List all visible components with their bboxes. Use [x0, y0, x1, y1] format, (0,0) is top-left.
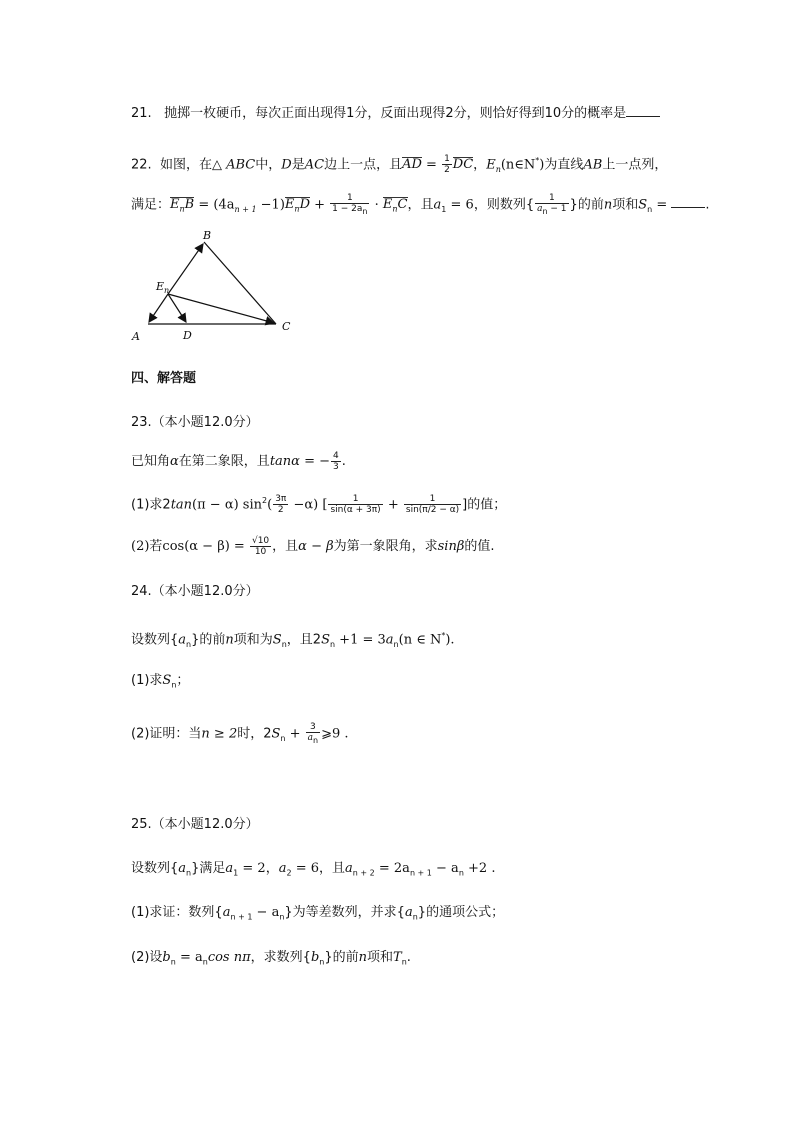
q22-text: 满足：: [131, 197, 171, 213]
subscript: n: [319, 957, 325, 967]
question-22-line-2: [131, 193, 710, 219]
sum-t: T: [393, 950, 402, 965]
fraction: [331, 451, 341, 472]
sum-s: S: [271, 726, 281, 742]
a2-value: = 6: [291, 861, 320, 876]
inequality: ⩾9 .: [321, 726, 349, 742]
plus: +: [310, 197, 330, 213]
condition-close: ): [539, 157, 545, 173]
label-a: A: [132, 330, 140, 343]
cos-term: cos nπ: [207, 950, 251, 965]
subscript: n: [542, 206, 548, 216]
fraction-numerator: √10: [251, 536, 270, 546]
subscript: n: [313, 735, 319, 745]
a1: a: [225, 861, 234, 876]
line-ab: AB: [583, 157, 603, 173]
b-n: b: [310, 950, 320, 965]
period: .: [705, 197, 710, 213]
star: *: [441, 631, 446, 640]
expr: −α) [: [289, 497, 328, 513]
question-21: [131, 104, 660, 123]
q22-text: 边上一点，且: [324, 157, 403, 173]
fraction-numerator: 1: [535, 193, 568, 204]
equals-minus: = −: [299, 454, 331, 469]
subscript: n: [647, 205, 653, 214]
q25-text: ，求数列{: [250, 950, 311, 965]
subscript: n + 1: [234, 205, 257, 214]
sum-s: S: [638, 197, 648, 213]
q24-part-2: [131, 722, 349, 748]
fraction-denominator: sin(α + 3π): [330, 505, 381, 516]
q23-text: 已知角: [131, 454, 171, 469]
fraction-denominator: 10: [254, 547, 267, 557]
den-text: a: [307, 733, 314, 743]
fraction-numerator: 1: [404, 494, 461, 505]
label-en-letter: E: [156, 280, 165, 293]
vector-letter: E: [284, 197, 295, 213]
fraction: [535, 193, 568, 217]
vector-letter: C: [397, 197, 408, 213]
vector-en-c: [383, 197, 408, 216]
q22-text: 为直线: [544, 157, 584, 173]
star: *: [535, 156, 540, 165]
expr: (π − α) sin: [192, 497, 263, 513]
subscript: n + 1: [409, 868, 432, 878]
q25-text: }的前: [324, 950, 359, 965]
subscript: 1: [441, 205, 447, 214]
q24-text: 设数列{: [131, 632, 179, 648]
q25-text: ，且: [319, 861, 346, 876]
tan-alpha: tanα: [269, 454, 300, 469]
subscript: n: [202, 957, 208, 967]
condition: (n∈N: [500, 157, 536, 173]
q22-text: 是: [291, 157, 305, 173]
den-text: − 1: [547, 204, 567, 214]
q22-text: ，且: [407, 197, 434, 213]
triangle-name: ABC: [226, 157, 256, 173]
subscript: n: [393, 639, 399, 649]
q23-text: 的值.: [464, 539, 495, 554]
subscript: 2: [286, 868, 292, 878]
period: .: [341, 454, 346, 469]
a-n: a: [178, 861, 187, 876]
q23-text: ，且: [272, 539, 299, 554]
fraction: [328, 494, 382, 515]
question-22-line-1: [131, 152, 667, 179]
vector-letter: D: [299, 197, 310, 213]
q22-text: 中，: [255, 157, 282, 173]
q22-text: 上一点列，: [602, 157, 668, 173]
subscript: n: [401, 957, 407, 967]
label-c: C: [282, 320, 291, 333]
subscript: n: [279, 912, 285, 922]
fraction: [273, 494, 288, 515]
q23-part-2: [131, 536, 494, 557]
label-en: [155, 280, 169, 295]
coefficient: −1): [256, 197, 285, 213]
q24-given: [131, 627, 455, 654]
q23-text: 在第二象限，且: [178, 454, 270, 469]
recurrence: = 2a: [374, 861, 410, 876]
fraction-denominator: [535, 204, 568, 217]
superscript: 2: [262, 496, 268, 505]
fraction-denominator: 3: [333, 462, 339, 472]
q23-text: (1)求2: [131, 497, 171, 513]
a-n: a: [385, 632, 394, 648]
fraction-numerator: 3π: [275, 494, 287, 505]
dot: ·: [370, 197, 383, 213]
fraction-denominator: 2: [277, 505, 284, 516]
a-term: − a: [252, 905, 280, 920]
sin-beta: sinβ: [437, 539, 465, 554]
b-n: b: [162, 950, 171, 965]
fraction-numerator: 1: [330, 193, 369, 204]
subscript: n + 2: [352, 868, 375, 878]
fraction-denominator: sin(π/2 − α): [405, 505, 460, 516]
label-b: B: [203, 229, 212, 242]
condition: n ≥ 2: [201, 726, 238, 742]
fraction-denominator: [306, 733, 320, 746]
subscript: n: [280, 734, 286, 743]
expr: (: [267, 497, 273, 513]
vector-dc: DC: [452, 157, 474, 173]
q24-part-1: [131, 672, 189, 695]
equals: =: [421, 157, 442, 173]
recurrence: a: [345, 861, 353, 876]
q23-given: [131, 451, 346, 472]
vector-ad: AD: [402, 157, 422, 173]
subscript-n: n: [392, 205, 398, 214]
triangle-figure: [126, 226, 306, 346]
q23-part-1: [131, 492, 506, 515]
expr: = a: [175, 950, 203, 965]
vector-en-d: [285, 197, 310, 216]
a2: a: [278, 861, 287, 876]
fraction-numerator: 3: [306, 722, 320, 733]
a-term: a: [222, 905, 231, 920]
vector-en-a: [149, 294, 168, 322]
a1-value: = 6: [446, 197, 474, 213]
q25-text: (2)设: [131, 950, 163, 965]
fraction: [404, 494, 461, 515]
q23-text: 为第一象限角，求: [333, 539, 438, 554]
expr: (2)若cos(α − β) =: [131, 539, 249, 554]
equals: =: [652, 197, 672, 213]
a-n: a: [404, 905, 413, 920]
q21-text: 抛掷一枚硬币，每次正面出现得1分，反面出现得2分，则恰好得到10分的概率是: [164, 106, 627, 121]
a1: a: [433, 197, 442, 213]
label-d: D: [183, 329, 192, 342]
fraction-half: [442, 154, 452, 175]
fraction: [250, 536, 271, 557]
subscript: n + 1: [230, 912, 253, 922]
condition: (n ∈ N: [398, 632, 442, 648]
den-text: 1 − 2a: [332, 204, 363, 214]
fraction: [330, 193, 369, 217]
q24-text: }的前: [191, 632, 226, 648]
section-heading: 四、解答题: [131, 371, 197, 386]
q24-text: ，且2: [286, 632, 322, 648]
point-d: D: [281, 157, 292, 173]
subscript: n: [281, 639, 287, 649]
answer-blank: [626, 104, 660, 117]
subscript: n: [362, 206, 368, 216]
a1-value: = 2: [238, 861, 266, 876]
q22-text: 项和: [612, 197, 639, 213]
recurrence: +2 .: [463, 861, 496, 876]
answer-blank: [671, 195, 705, 208]
subscript: n: [412, 912, 418, 922]
coefficient: = (4a: [194, 197, 235, 213]
vector-letter: B: [184, 197, 195, 213]
comma: ，: [473, 157, 487, 173]
subscript: n: [186, 639, 192, 649]
period: .: [406, 950, 411, 965]
subscript: n: [458, 868, 464, 878]
q22-number: 22.: [131, 157, 152, 173]
q22-text: 如图，在: [159, 157, 212, 173]
alpha-minus-beta: α − β: [298, 539, 334, 554]
segment-bc: [204, 242, 276, 324]
q24-text: ；: [176, 673, 190, 688]
q25-part-2: [131, 949, 411, 972]
variable-n: n: [603, 197, 613, 213]
fraction-denominator: 2: [444, 165, 450, 176]
q25-header: 25.（本小题12.0分）: [131, 817, 259, 832]
q21-number: 21.: [131, 106, 152, 121]
q25-part-1: [131, 904, 504, 927]
q24-text: 时，2: [237, 726, 272, 742]
comma: ，: [265, 861, 279, 876]
q25-text: 设数列{: [131, 861, 179, 876]
recurrence: − a: [431, 861, 459, 876]
den-text: a: [537, 204, 543, 214]
expr: +1 = 3: [335, 632, 386, 648]
subscript: n: [186, 868, 192, 878]
sum-s: S: [272, 632, 282, 648]
tan: tan: [170, 497, 193, 513]
plus: +: [383, 497, 403, 513]
point-en: E: [486, 157, 496, 173]
q25-text: (1)求证：数列{: [131, 905, 223, 920]
subscript: n: [170, 957, 176, 967]
subscript-n: n: [294, 205, 300, 214]
fraction-numerator: 4: [333, 451, 339, 461]
a-n: a: [178, 632, 187, 648]
q25-text: }的通项公式；: [417, 905, 505, 920]
condition-close: ).: [445, 632, 455, 648]
label-en-sub: n: [164, 286, 170, 295]
subscript: n: [329, 639, 336, 649]
subscript-n: n: [495, 164, 501, 174]
q24-text: (2)证明：当: [131, 726, 202, 742]
q23-header: 23.（本小题12.0分）: [131, 415, 259, 430]
alpha: α: [170, 454, 179, 469]
triangle-symbol: △: [211, 157, 222, 173]
q24-text: (1)求: [131, 673, 163, 688]
q25-given: [131, 860, 495, 883]
fraction-numerator: 1: [328, 494, 382, 505]
fraction: [306, 722, 320, 746]
vector-en-b: [170, 197, 194, 216]
q24-header: 24.（本小题12.0分）: [131, 584, 259, 599]
fraction-numerator: 1: [444, 154, 450, 165]
q22-text: ，则数列{: [473, 197, 535, 213]
q25-text: }为等差数列，并求{: [284, 905, 405, 920]
sum-s: S: [321, 632, 330, 648]
vector-letter: E: [170, 197, 180, 213]
subscript-n: n: [179, 205, 185, 214]
q25-text: 项和: [367, 950, 394, 965]
q22-text: }的前: [569, 197, 604, 213]
variable-n: n: [358, 950, 367, 965]
subscript: n: [171, 680, 177, 690]
subscript: 1: [233, 868, 239, 878]
segment-ac: AC: [304, 157, 325, 173]
q24-text: 项和为: [233, 632, 273, 648]
sum-s: S: [162, 673, 172, 688]
variable-n: n: [225, 632, 234, 648]
vector-en-b: [168, 244, 203, 294]
vector-letter: E: [382, 197, 393, 213]
plus: +: [285, 726, 305, 742]
q25-text: }满足: [191, 861, 226, 876]
q23-text: ]的值；: [462, 497, 507, 513]
fraction-denominator: [330, 204, 369, 217]
